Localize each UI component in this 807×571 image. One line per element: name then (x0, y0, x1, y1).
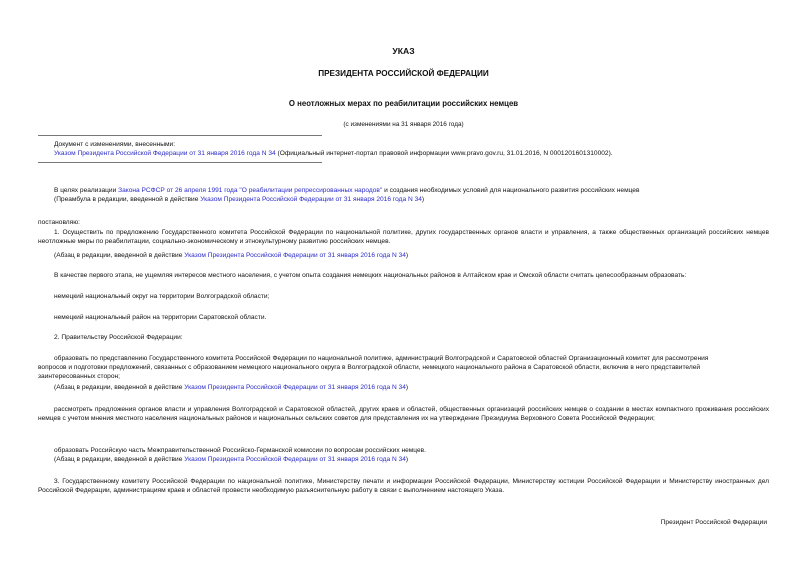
preamble-text-start: В целях реализации (54, 187, 119, 194)
item-3: 3. Государственному комитету Российской Федерации по национальной политике, Министерству печати и информации Российской Федерации, Министерству юстиции Российской Федерации и Министерству иностранных дел Российской Федерации, администрациям краев и областей провести необходимую разъяснительную работу в связи с выполнением настоящего Указа. (38, 478, 769, 495)
item-2c-text: образовать Российскую часть Межправительственной Российско-Германской комиссии по вопросам российских немцев. (54, 447, 426, 454)
document-subject: О неотложных мерах по реабилитации российских немцев (288, 99, 519, 108)
item-1-amend (54, 251, 408, 260)
document-issuer: ПРЕЗИДЕНТА РОССИЙСКОЙ ФЕДЕРАЦИИ (318, 69, 489, 78)
item-2c-amend-link[interactable]: Указом Президента Российской Федерации от 31 января 2016 года N 34 (184, 456, 406, 464)
changes-box-top-rule (38, 135, 322, 136)
item-1: 1. Осуществить по предложению Государственного комитета Российской Федерации по национальной политике, других государственных органов власти и управления, а также общественных организаций российских немцев неотложные меры по реабилитации, социально-экономическому и этнокультурному развитию российских немцев. (38, 229, 769, 246)
item-2a-amend-start: (Абзац в редакции, введенной в действие (54, 384, 185, 391)
item-2-heading: 2. Правительству Российской Федерации: (54, 334, 183, 341)
first-stage: В качестве первого этапа, не ущемляя интересов местного населения, с учетом опыта создания немецких национальных районов в Алтайском крае и Омской области считать целесообразным образовать: (54, 272, 687, 279)
item-2a-amend (54, 383, 408, 392)
item-2c (54, 446, 769, 464)
item-2a-amend-link[interactable]: Указом Президента Российской Федерации от 31 января 2016 года N 34 (184, 384, 406, 391)
decree-word: постановляю: (38, 219, 81, 226)
item-2a-line-1: образовать по представлению Государственного комитета Российской Федерации по национальной политике, администраций Волгоградской и Саратовской областей Организационный комитет для рассмотрения (54, 355, 709, 362)
preamble-amend-end: ) (421, 196, 425, 204)
item-2c-amend-start: (Абзац в редакции, введенной в действие (54, 456, 185, 464)
item-2a (38, 354, 769, 382)
item-2a-line-3: заинтересованных сторон; (38, 373, 120, 381)
preamble-amend-link[interactable]: Указом Президента Российской Федерации от 31 января 2016 года N 34 (200, 196, 422, 204)
amending-decree-link[interactable]: Указом Президента Российской Федерации от 31 января 2016 года N 34 (54, 150, 276, 158)
preamble (54, 186, 769, 204)
item-2c-amend-end: ) (405, 456, 409, 464)
item-2b: рассмотреть предложения органов власти и управления Волгоградской и Саратовской областей, других краев и областей, общественных организаций российских немцев о создании в местах компактного проживания российских немцев с учетом мнения местного населения национальных районов и национальных сельских советов для представления их на утверждение Президиума Верховного Совета Российской Федерации; (38, 406, 769, 423)
rayon-item: немецкий национальный район на территории Саратовской области. (54, 314, 267, 321)
item-1-amend-start: (Абзац в редакции, введенной в действие (54, 252, 185, 259)
preamble-text-end: и создания необходимых условий для национального развития российских немцев (382, 187, 640, 194)
changes-box-bottom-rule (38, 162, 322, 163)
changes-box-source: (Официальный интернет-портал правовой информации www.pravo.gov.ru, 31.01.2016, N 0001201601310002). (275, 150, 613, 158)
preamble-amend-start: (Преамбула в редакции, введенной в действие (54, 196, 201, 204)
item-1-amend-link[interactable]: Указом Президента Российской Федерации от 31 января 2016 года N 34 (184, 252, 406, 259)
revision-note: (с изменениями на 31 января 2016 года) (343, 121, 464, 128)
item-2a-amend-end: ) (405, 384, 409, 391)
item-2a-line-2: вопросов и подготовки предложений, связанных с образованием немецкого национального округа в Волгоградской области, немецкого национального района в Саратовской области, включив в него представителей (38, 364, 701, 372)
okrug-item: немецкий национальный округ на территории Волгоградской области; (54, 293, 270, 300)
changes-box-label: Документ с изменениями, внесенными: (54, 141, 176, 148)
changes-box (54, 140, 774, 158)
document-title: УКАЗ (392, 46, 415, 56)
signature: Президент Российской Федерации (660, 519, 767, 526)
rsfsr-law-link[interactable]: Закона РСФСР от 26 апреля 1991 года "О реабилитации репрессированных народов" (118, 187, 383, 194)
item-1-amend-end: ) (405, 252, 409, 259)
